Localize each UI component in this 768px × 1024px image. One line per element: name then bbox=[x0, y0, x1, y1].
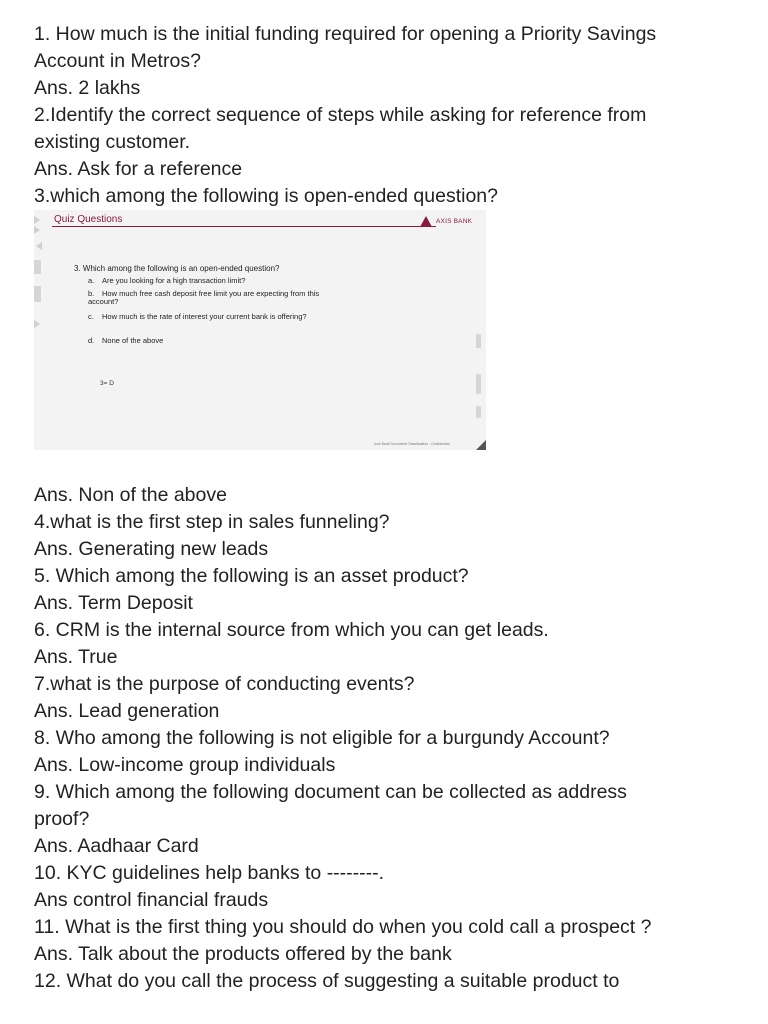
text-line-q6: 6. CRM is the internal source from which you can get leads. bbox=[34, 619, 549, 641]
slide-option-letter: d. bbox=[88, 336, 95, 345]
slide-option-a bbox=[88, 277, 328, 285]
slide-arrow-icon bbox=[34, 320, 40, 328]
text-line-q11: 11. What is the first thing you should do when you cold call a prospect ? bbox=[34, 916, 652, 938]
text-line-q1: 1. How much is the initial funding required for opening a Priority Savings bbox=[34, 23, 657, 45]
slide-option-b bbox=[88, 290, 328, 306]
text-line-ans9: Ans. Aadhaar Card bbox=[34, 835, 199, 857]
slide-option-text: How much free cash deposit free limit you are expecting from this account? bbox=[88, 289, 320, 306]
text-line-q12: 12. What do you call the process of suggesting a suitable product to bbox=[34, 970, 620, 992]
slide-corner-decoration bbox=[476, 440, 486, 450]
text-line-q7: 7.what is the purpose of conducting events? bbox=[34, 673, 415, 695]
slide-option-text: Are you looking for a high transaction limit? bbox=[102, 276, 246, 285]
text-line-ans3: Ans. Non of the above bbox=[34, 484, 227, 506]
text-line-q9: 9. Which among the following document can be collected as address bbox=[34, 781, 627, 803]
slide-decoration bbox=[476, 334, 481, 348]
text-line-ans7: Ans. Lead generation bbox=[34, 700, 220, 722]
slide-decoration bbox=[34, 286, 41, 302]
text-line-ans4: Ans. Generating new leads bbox=[34, 538, 269, 560]
text-line-q1-cont: Account in Metros? bbox=[34, 50, 201, 72]
text-line-q10: 10. KYC guidelines help banks to --------. bbox=[34, 862, 385, 884]
slide-header-title: Quiz Questions bbox=[54, 214, 123, 225]
text-line-ans1: Ans. 2 lakhs bbox=[34, 77, 141, 99]
slide-decoration bbox=[476, 406, 481, 418]
axis-bank-logo bbox=[420, 214, 472, 228]
slide-decoration bbox=[476, 374, 481, 394]
slide-option-letter: c. bbox=[88, 312, 94, 321]
axis-bank-logo-icon bbox=[420, 216, 432, 227]
text-line-q2-cont: existing customer. bbox=[34, 131, 191, 153]
text-line-q2: 2.Identify the correct sequence of steps while asking for reference from bbox=[34, 104, 647, 126]
slide-option-letter: a. bbox=[88, 276, 95, 285]
text-line-ans11: Ans. Talk about the products offered by the bank bbox=[34, 943, 452, 965]
text-line-ans8: Ans. Low-income group individuals bbox=[34, 754, 336, 776]
text-line-q8: 8. Who among the following is not eligible for a burgundy Account? bbox=[34, 727, 610, 749]
embedded-slide-image bbox=[34, 210, 486, 450]
text-line-ans10: Ans control financial frauds bbox=[34, 889, 269, 911]
slide-question: 3. Which among the following is an open-ended question? bbox=[74, 264, 280, 273]
text-line-q9-cont: proof? bbox=[34, 808, 90, 830]
slide-option-text: How much is the rate of interest your current bank is offering? bbox=[102, 312, 307, 321]
slide-option-letter: b. bbox=[88, 289, 95, 298]
slide-decoration bbox=[34, 260, 41, 274]
text-line-q5: 5. Which among the following is an asset product? bbox=[34, 565, 469, 587]
slide-header-rule bbox=[52, 226, 436, 227]
slide-arrow-icon bbox=[34, 226, 40, 234]
slide-option-text: None of the above bbox=[102, 336, 164, 345]
slide-footer: Axis Bank Document Classification : Confidential bbox=[374, 442, 450, 446]
text-line-ans6: Ans. True bbox=[34, 646, 118, 668]
text-line-q3: 3.which among the following is open-ended question? bbox=[34, 185, 498, 207]
axis-bank-logo-text: AXIS BANK bbox=[436, 217, 473, 225]
text-line-ans5: Ans. Term Deposit bbox=[34, 592, 193, 614]
text-line-ans2: Ans. Ask for a reference bbox=[34, 158, 243, 180]
slide-answer: 3= D bbox=[100, 380, 114, 387]
slide-option-d bbox=[88, 337, 328, 345]
text-line-q4: 4.what is the first step in sales funneling? bbox=[34, 511, 390, 533]
slide-arrow-icon bbox=[34, 216, 40, 224]
slide-arrow-icon bbox=[36, 242, 42, 250]
slide-option-c bbox=[88, 313, 308, 321]
